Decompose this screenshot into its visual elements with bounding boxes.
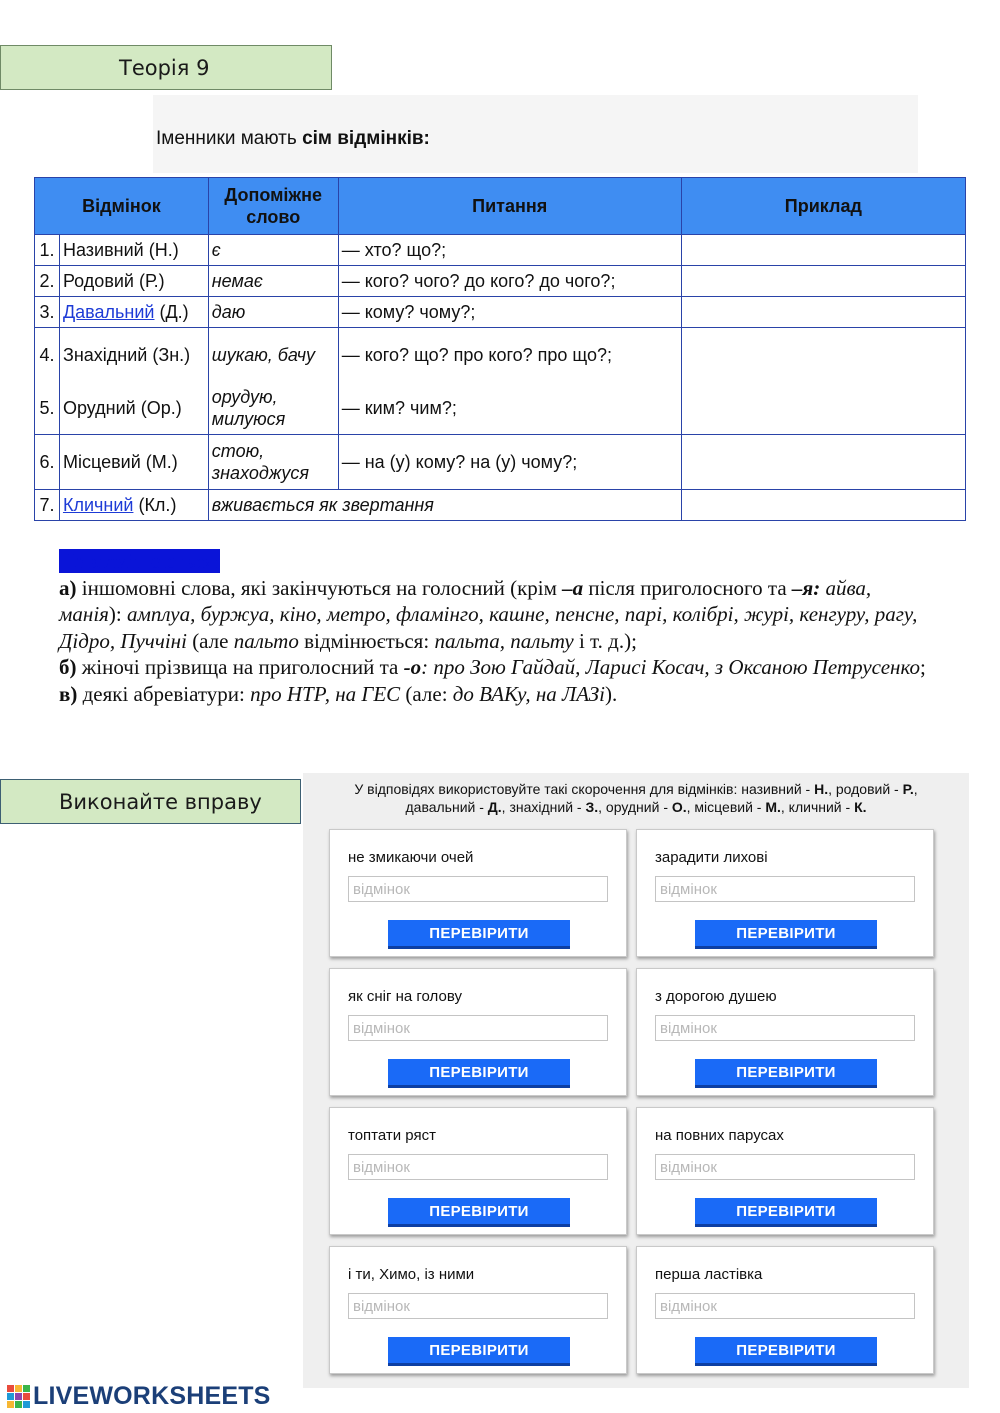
card-phrase: перша ластівка (655, 1266, 763, 1283)
row-helper: орудую, милуюся (208, 382, 338, 435)
indeclinable-note (59, 548, 929, 707)
logo-square (23, 1385, 30, 1392)
card-phrase: зарадити лихові (655, 849, 768, 866)
exercise-card (636, 1107, 934, 1235)
row-number: 5. (35, 382, 60, 435)
abbr-vocative: К. (854, 799, 867, 815)
row-example (681, 382, 965, 435)
row-example (681, 490, 965, 521)
logo-square (7, 1385, 14, 1392)
table-row (35, 435, 966, 490)
instruction-text: , орудний - (598, 799, 672, 815)
row-case (59, 297, 208, 328)
note-b-text: жіночі прізвища на приголосний та (76, 655, 404, 679)
note-item-b (59, 654, 929, 681)
cases-table (34, 177, 966, 521)
table-row (35, 235, 966, 266)
case-answer-input[interactable] (348, 1293, 608, 1319)
note-a-bold: –а (562, 575, 584, 600)
exercise-card (329, 968, 627, 1096)
row-number: 3. (35, 297, 60, 328)
note-b-text: ; (920, 655, 926, 679)
row-example (681, 266, 965, 297)
row-helper: шукаю, бачу (208, 328, 338, 383)
intro-prefix: Іменники мають (156, 128, 303, 149)
card-phrase: як сніг на голову (348, 988, 462, 1005)
table-row (35, 490, 966, 521)
logo-square (7, 1401, 14, 1408)
logo-square (15, 1401, 22, 1408)
row-helper: немає (208, 266, 338, 297)
note-a-text: відмінюється: (298, 628, 435, 653)
abbr-nominative: Н. (814, 781, 829, 797)
note-a-text: ): (108, 602, 127, 626)
case-abbr: (Кл.) (133, 495, 177, 515)
abbr-accusative: З. (585, 799, 599, 815)
logo-square (7, 1393, 14, 1400)
case-answer-input[interactable] (655, 1015, 915, 1041)
row-number: 7. (35, 490, 60, 521)
table-row (35, 266, 966, 297)
exercise-card (329, 1246, 627, 1374)
exercise-card (329, 829, 627, 957)
abbr-dative: Д. (487, 799, 502, 815)
row-case: Орудний (Ор.) (59, 382, 208, 435)
table-row (35, 297, 966, 328)
logo-text: LIVEWORKSHEETS (33, 1381, 271, 1410)
note-a-example: пальта, пальту (434, 628, 574, 653)
check-button[interactable]: ПЕРЕВІРИТИ (388, 1198, 570, 1227)
case-answer-input[interactable] (348, 1154, 608, 1180)
note-a-example: айва, манія (59, 575, 872, 626)
instruction-text: , знахідний - (501, 799, 586, 815)
row-number: 2. (35, 266, 60, 297)
row-case: Родовий (Р.) (59, 266, 208, 297)
row-case: Місцевий (М.) (59, 435, 208, 490)
row-helper: стою, знаходжуся (208, 435, 338, 490)
table-row (35, 382, 966, 435)
row-example (681, 435, 965, 490)
intro-text (156, 128, 430, 150)
case-answer-input[interactable] (655, 1154, 915, 1180)
note-a-text: і т. д.); (573, 628, 637, 653)
row-case: Називний (Н.) (59, 235, 208, 266)
row-example (681, 297, 965, 328)
table-header-row (35, 178, 966, 235)
row-question: — хто? що?; (338, 235, 681, 266)
row-question: — кому? чому?; (338, 297, 681, 328)
header-helper: Допоміжне слово (208, 178, 338, 235)
case-answer-input[interactable] (348, 1015, 608, 1041)
header-example: Приклад (681, 178, 965, 235)
row-question: — ким? чим?; (338, 382, 681, 435)
note-a-text: (але (186, 628, 234, 653)
abbr-instrumental: О. (671, 799, 687, 815)
row-number: 1. (35, 235, 60, 266)
row-example (681, 328, 965, 383)
row-number: 4. (35, 328, 60, 383)
note-a-example: пальто (233, 628, 299, 653)
intro-bold: сім відмінків: (302, 128, 430, 149)
note-c-example: до ВАКу, на ЛАЗі (452, 681, 606, 706)
note-c-text: (але: (400, 681, 453, 706)
check-button[interactable]: ПЕРЕВІРИТИ (695, 1198, 877, 1227)
check-button[interactable]: ПЕРЕВІРИТИ (695, 1337, 877, 1366)
note-c-text: ). (605, 681, 618, 706)
note-a-bold: –я: (791, 575, 821, 600)
instruction-text: У відповідях використовуйте такі скорочення для відмінків: називний - (354, 781, 815, 797)
card-phrase: не змикаючи очей (348, 849, 474, 866)
row-example (681, 235, 965, 266)
row-number: 6. (35, 435, 60, 490)
logo-square (15, 1393, 22, 1400)
table-row (35, 328, 966, 383)
exercise-panel (303, 773, 969, 1388)
row-helper: є (208, 235, 338, 266)
row-helper: даю (208, 297, 338, 328)
page-title: Теорія 9 (0, 45, 332, 90)
row-helper: вживається як звертання (208, 490, 681, 521)
row-question: — на (у) кому? на (у) чому?; (338, 435, 681, 490)
note-b-bold: -о (403, 655, 422, 679)
abbr-locative: М. (765, 799, 781, 815)
card-phrase: і ти, Химо, із ними (348, 1266, 475, 1283)
note-heading: Не відмінюються: (59, 549, 221, 573)
note-a-label: а) (59, 575, 77, 600)
card-phrase: топтати ряст (348, 1127, 436, 1144)
check-button[interactable]: ПЕРЕВІРИТИ (388, 1059, 570, 1088)
row-case: Знахідний (Зн.) (59, 328, 208, 383)
logo-square (23, 1393, 30, 1400)
instruction-text: , кличний - (780, 799, 855, 815)
logo-square (23, 1401, 30, 1408)
note-c-text: деякі абревіатури: (77, 681, 251, 706)
exercise-card (636, 968, 934, 1096)
card-phrase: з дорогою душею (655, 988, 777, 1005)
case-link-dative[interactable]: Давальний (62, 302, 155, 322)
header-question: Питання (338, 178, 681, 235)
instruction-text: давальний - (405, 799, 488, 815)
row-question: — кого? чого? до кого? до чого?; (338, 266, 681, 297)
check-button[interactable]: ПЕРЕВІРИТИ (388, 920, 570, 949)
exercise-card (329, 1107, 627, 1235)
case-abbr: (Д.) (154, 302, 189, 322)
note-c-label: в) (59, 681, 78, 706)
note-a-text: іншомовні слова, які закінчуються на голосний (крім (76, 575, 563, 600)
exercise-card (636, 1246, 934, 1374)
note-item-a (59, 575, 929, 655)
note-b-label: б) (59, 655, 77, 679)
check-button[interactable]: ПЕРЕВІРИТИ (388, 1337, 570, 1366)
logo-grid-icon (7, 1385, 30, 1408)
instruction-text: , родовий - (828, 781, 903, 797)
exercise-card (636, 829, 934, 957)
row-question: — кого? що? про кого? про що?; (338, 328, 681, 383)
note-b-example: : про Зою Гайдай, Ларисі Косач, з Оксаною Петрусенко (421, 655, 920, 679)
exercise-instruction (303, 780, 969, 816)
note-a-example: амплуа, буржуа, кіно, метро, фламінго, кашне, пенсне, парі, колібрі, журі, кенгуру, рагу, Дідро, Пуччіні (59, 602, 918, 653)
logo-square (15, 1385, 22, 1392)
case-answer-input[interactable] (655, 1293, 915, 1319)
note-c-example: про НТР, на ГЕС (250, 681, 401, 706)
check-button[interactable]: ПЕРЕВІРИТИ (695, 920, 877, 949)
check-button[interactable]: ПЕРЕВІРИТИ (695, 1059, 877, 1088)
instruction-text: , (913, 781, 918, 797)
case-answer-input[interactable] (655, 876, 915, 902)
case-link-vocative[interactable]: Кличний (62, 495, 134, 515)
note-a-text: після приголосного та (583, 575, 792, 600)
note-item-c (59, 681, 929, 708)
liveworksheets-logo (7, 1383, 271, 1409)
abbr-genitive: Р. (902, 781, 914, 797)
exercise-title: Виконайте вправу (0, 779, 301, 824)
case-answer-input[interactable] (348, 876, 608, 902)
card-phrase: на повних парусах (655, 1127, 784, 1144)
row-case (59, 490, 208, 521)
header-case: Відмінок (35, 178, 209, 235)
instruction-text: , місцевий - (686, 799, 766, 815)
